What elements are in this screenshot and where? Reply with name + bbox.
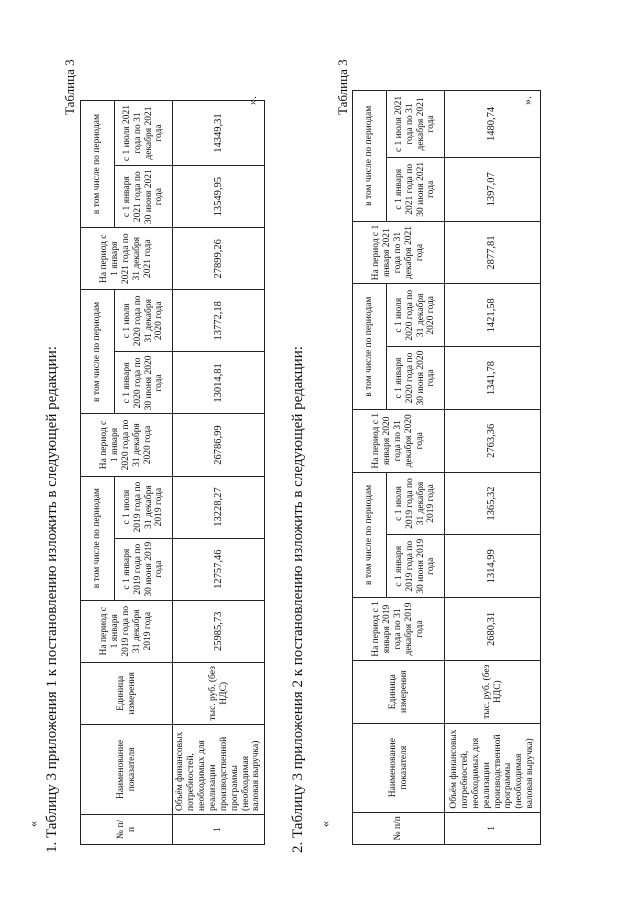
value-cell: 1480,74 — [445, 91, 541, 158]
header-name: Наименование показателя — [81, 724, 173, 814]
value-cell: 26786,99 — [173, 414, 265, 476]
value-cell: 13772,18 — [173, 290, 265, 352]
header-period-2020: На период с 1 января 2020 года по 31 декабря 2020 года — [81, 414, 173, 476]
table-2 — [352, 90, 541, 845]
header-h2-2019: с 1 июля 2019 года по 31 декабря 2019 года — [387, 472, 445, 535]
header-h1-2021: с 1 января 2021 года по 30 июня 2021 года — [387, 157, 445, 221]
open-quote-2: « — [318, 821, 332, 827]
header-h1-2020: с 1 января 2020 года по 30 июня 2020 года — [115, 352, 173, 414]
header-h2-2019: с 1 июля 2019 года по 31 декабря 2019 года — [115, 476, 173, 538]
header-num: № п/п — [81, 814, 173, 844]
value-cell: 2763,36 — [445, 409, 541, 472]
header-period-2019: На период с 1 января 2019 года по 31 декабря 2019 года — [353, 598, 445, 661]
value-cell: 1421,58 — [445, 284, 541, 347]
close-quote-2: ». — [520, 96, 534, 105]
table-row — [173, 101, 265, 845]
value-cell: 27899,26 — [173, 228, 265, 290]
value-cell: 1314,99 — [445, 535, 541, 598]
header-period-2020: На период с 1 января 2020 года по 31 декабря 2020 года — [353, 409, 445, 472]
header-h1-2020: с 1 января 2020 года по 30 июня 2020 года — [387, 347, 445, 410]
header-period-2021: На период с 1 января 2021 года по 31 декабря 2021 года — [81, 228, 173, 290]
section-2-title: 2. Таблицу 3 приложения 2 к постановлению изложить в следующей редакции: — [290, 346, 306, 853]
header-period-2019: На период с 1 января 2019 года по 31 декабря 2019 года — [81, 600, 173, 662]
header-h1-2019: с 1 января 2019 года по 30 июня 2019 года — [387, 535, 445, 598]
value-cell: 2680,31 — [445, 598, 541, 661]
header-unit: Единица измерения — [353, 660, 445, 723]
header-num: № п/п — [353, 812, 445, 844]
header-period-2021: На период с 1 января 2021 года по 31 декабря 2021 года — [353, 221, 445, 284]
header-h1-2019: с 1 января 2019 года по 30 июня 2019 года — [115, 538, 173, 600]
header-h2-2020: с 1 июля 2020 года по 31 декабря 2020 года — [115, 290, 173, 352]
value-cell: 1365,32 — [445, 472, 541, 535]
row-name: Объём финансовых потребностей, необходимых для реализации производственной программы (необходимая валовая выручка) — [445, 723, 541, 812]
row-unit: тыс. руб. (без НДС) — [173, 662, 265, 724]
table-2-label: Таблица 3 — [335, 59, 350, 115]
header-unit: Единица измерения — [81, 662, 173, 724]
table-1-label: Таблица 3 — [62, 59, 77, 115]
value-cell: 25985,73 — [173, 600, 265, 662]
header-name: Наименование показателя — [353, 723, 445, 812]
header-sub-2020: в том числе по периодам — [353, 284, 387, 409]
value-cell: 1397,07 — [445, 157, 541, 221]
row-name: Объём финансовых потребностей, необходимых для реализации производственной программы (необходимая валовая выручка) — [173, 724, 265, 814]
header-sub-2021: в том числе по периодам — [353, 91, 387, 222]
row-num: 1 — [173, 814, 265, 844]
open-quote-1: « — [26, 821, 40, 827]
value-cell: 2877,81 — [445, 221, 541, 284]
header-sub-2019: в том числе по периодам — [81, 476, 115, 600]
header-h2-2021: с 1 июля 2021 года по 31 декабря 2021 года — [115, 101, 173, 166]
header-sub-2021: в том числе по периодам — [81, 101, 115, 228]
value-cell: 13014,81 — [173, 352, 265, 414]
close-quote-1: ». — [245, 96, 259, 105]
value-cell: 13549,95 — [173, 166, 265, 228]
section-1-title: 1. Таблицу 3 приложения 1 к постановлению изложить в следующей редакции: — [44, 346, 60, 853]
header-sub-2020: в том числе по периодам — [81, 290, 115, 414]
header-h1-2021: с 1 января 2021 года по 30 июня 2021 года — [115, 166, 173, 228]
header-sub-2019: в том числе по периодам — [353, 472, 387, 597]
value-cell: 14349,31 — [173, 101, 265, 166]
header-h2-2020: с 1 июля 2020 года по 31 декабря 2020 года — [387, 284, 445, 347]
header-h2-2021: с 1 июля 2021 года по 31 декабря 2021 года — [387, 91, 445, 158]
table-row — [445, 91, 541, 845]
row-num: 1 — [445, 812, 541, 844]
table-1 — [80, 100, 265, 845]
value-cell: 13228,27 — [173, 476, 265, 538]
value-cell: 12757,46 — [173, 538, 265, 600]
value-cell: 1341,78 — [445, 347, 541, 410]
row-unit: тыс. руб. (без НДС) — [445, 660, 541, 723]
